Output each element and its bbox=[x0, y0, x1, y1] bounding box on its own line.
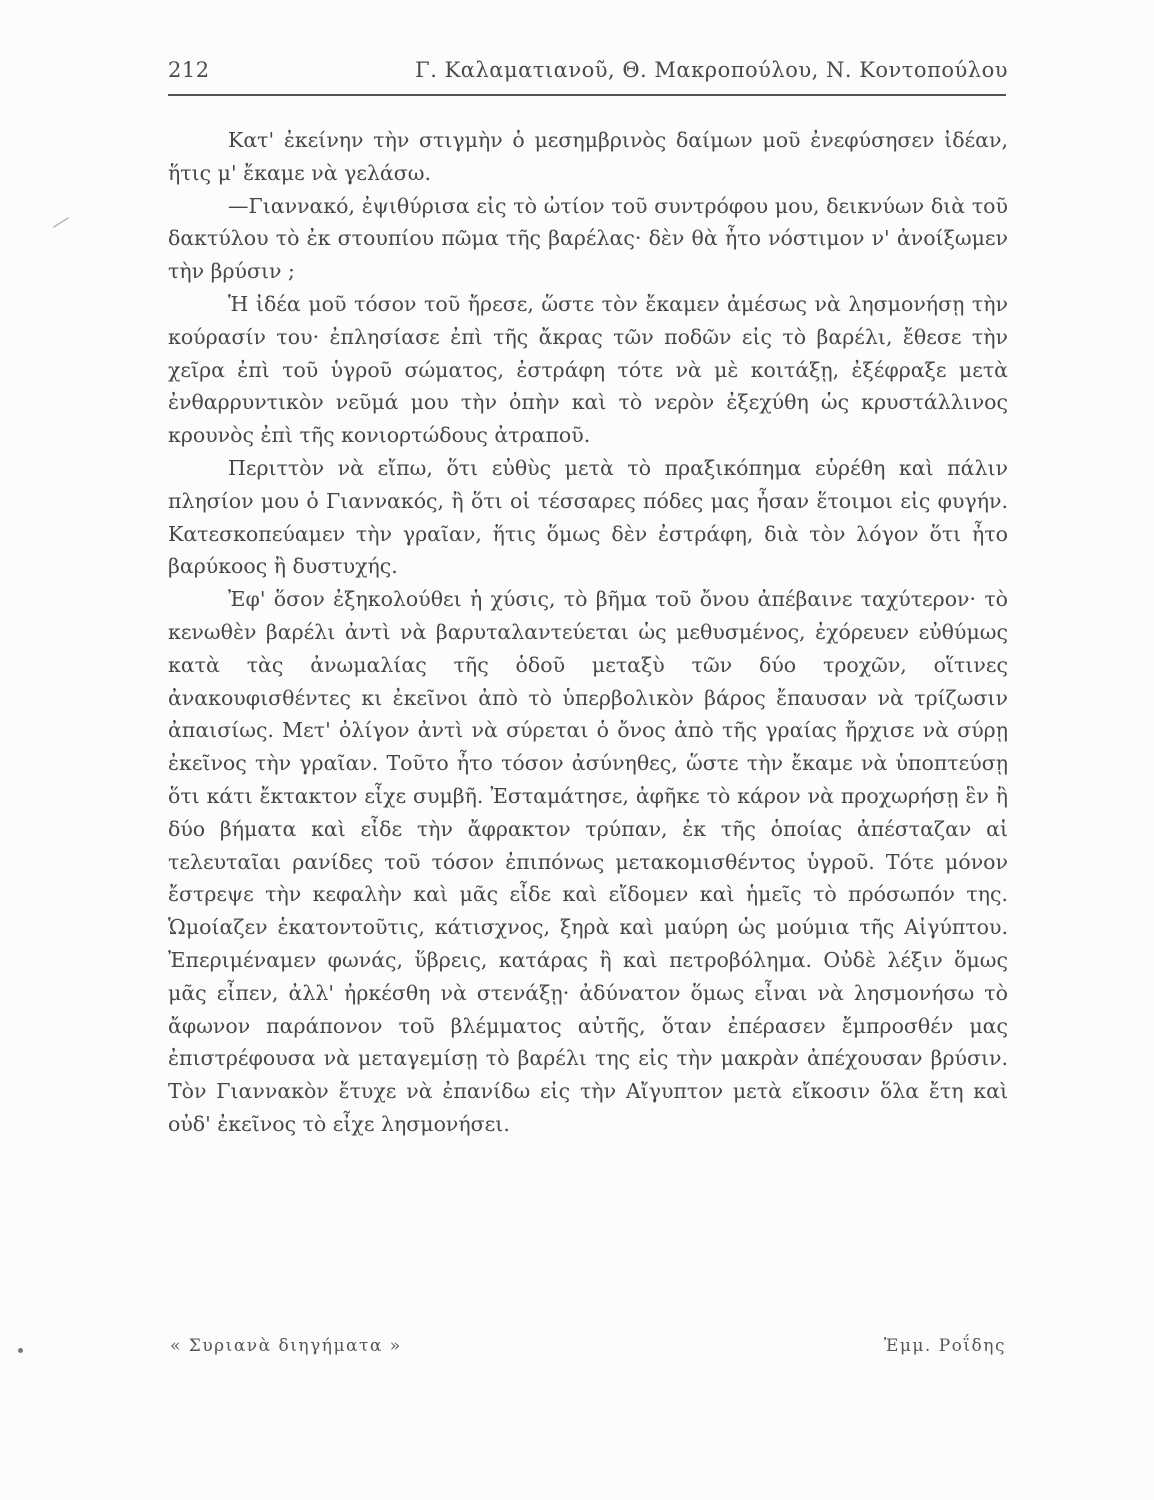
paragraph-4: Περιττὸν νὰ εἴπω, ὅτι εὐθὺς μετὰ τὸ πραξικόπημα εὑρέθη καὶ πάλιν πλησίον μου ὁ Γιαννακός, ἢ ὅτι οἱ τέσσαρες πόδες μας ἦσαν ἕτοιμοι εἰς φυγήν. Κατεσκοπεύαμεν τὴν γραῖαν, ἥτις ὅμως δὲν ἐστράφη, διὰ τὸν λόγον ὅτι ἦτο βαρύκοος ἢ δυστυχής. bbox=[168, 455, 1008, 579]
paragraph-3: Ἡ ἰδέα μοῦ τόσον τοῦ ἤρεσε, ὥστε τὸν ἔκαμεν ἀμέσως νὰ λησμονήσῃ τὴν κούρασίν του· ἐπλησίασε ἐπὶ τῆς ἄκρας τῶν ποδῶν εἰς τὸ βαρέλι, ἔθεσε τὴν χεῖρα ἐπὶ τοῦ ὑγροῦ σώματος, ἐστράφη τότε νὰ μὲ κοιτάξῃ, ἐξέφραξε μετὰ ἐνθαρρυντικὸν νεῦμά μου τὴν ὀπὴν καὶ τὸ νερὸν ἐξεχύθη ὡς κρυστάλλινος κρουνὸς ἐπὶ τῆς κονιορτώδους ἀτραποῦ. bbox=[168, 291, 1008, 448]
paragraph-1: Κατ' ἐκείνην τὴν στιγμὴν ὁ μεσημβρινὸς δαίμων μοῦ ἐνεφύσησεν ἰδέαν, ἥτις μ' ἔκαμε νὰ γελάσω. bbox=[168, 128, 1008, 185]
page-footer bbox=[170, 1336, 1006, 1356]
source-title: « Συριανὰ διηγήματα » bbox=[170, 1336, 402, 1356]
paragraph-5: Ἐφ' ὅσον ἐξηκολούθει ἡ χύσις, τὸ βῆμα τοῦ ὄνου ἀπέβαινε ταχύτερον· τὸ κενωθὲν βαρέλι ἀντὶ νὰ βαρυταλαντεύεται ὡς μεθυσμένος, ἐχόρευεν εὐθύμως κατὰ τὰς ἀνωμαλίας τῆς ὁδοῦ μεταξὺ τῶν δύο τροχῶν, οἵτινες ἀνακουφισθέντες κι ἐκεῖνοι ἀπὸ τὸ ὑπερβολικὸν βάρος ἔπαυσαν νὰ τρίζωσιν ἀπαισίως. Μετ' ὀλίγον ἀντὶ νὰ σύρεται ὁ ὄνος ἀπὸ τῆς γραίας ἤρχισε νὰ σύρῃ ἐκεῖνος τὴν γραῖαν. Τοῦτο ἦτο τόσον ἀσύνηθες, ὥστε τὴν ἔκαμε νὰ ὑποπτεύσῃ ὅτι κάτι ἔκτακτον εἶχε συμβῆ. Ἐσταμάτησε, ἀφῆκε τὸ κάρον νὰ προχωρήσῃ ἓν ἢ δύο βήματα καὶ εἶδε τὴν ἄφρακτον τρύπαν, ἐκ τῆς ὁποίας ἀπέσταζαν αἱ τελευταῖαι ρανίδες τοῦ τόσον ἐπιπόνως μετακομισθέντος ὑγροῦ. Τότε μόνον ἔστρεψε τὴν κεφαλὴν καὶ μᾶς εἶδε καὶ εἴδομεν καὶ ἡμεῖς τὸ πρόσωπόν της. Ὡμοίαζεν ἑκατοντοῦτις, κάτισχνος, ξηρὰ καὶ μαύρη ὡς μούμια τῆς Αἰγύπτου. Ἐπεριμέναμεν φωνάς, ὕβρεις, κατάρας ἢ καὶ πετροβόλημα. Οὐδὲ λέξιν ὅμως μᾶς εἶπεν, ἀλλ' ἠρκέσθη νὰ στενάξῃ· ἀδύνατον ὅμως εἶναι νὰ λησμονήσω τὸ ἄφωνον παράπονον τοῦ βλέμματος αὐτῆς, ὅταν ἐπέρασεν ἔμπροσθέν μας ἐπιστρέφουσα νὰ μεταγεμίσῃ τὸ βαρέλι της εἰς τὴν μακρὰν ἀπέχουσαν βρύσιν. Τὸν Γιαννακὸν ἔτυχε νὰ ἐπανίδω εἰς τὴν Αἴγυπτον μετὰ εἴκοσιν ὅλα ἔτη καὶ οὐδ' ἐκεῖνος τὸ εἶχε λησμονήσει. bbox=[168, 587, 1008, 1136]
page-header bbox=[168, 58, 1008, 88]
margin-dot-mark bbox=[18, 1348, 23, 1353]
body-text bbox=[168, 124, 1008, 1141]
author-name: Ἐμμ. Ροΐδης bbox=[883, 1336, 1006, 1356]
margin-pencil-mark bbox=[53, 217, 69, 227]
paragraph-2: —Γιαννακό, ἐψιθύρισα εἰς τὸ ὠτίον τοῦ συντρόφου μου, δεικνύων διὰ τοῦ δακτύλου τὸ ἐκ στουπίου πῶμα τῆς βαρέλας· δὲν θὰ ἦτο νόστιμον ν' ἀνοίξωμεν τὴν βρύσιν ; bbox=[168, 193, 1008, 284]
page-number: 212 bbox=[168, 58, 210, 82]
header-rule bbox=[168, 94, 1006, 96]
running-title: Γ. Καλαματιανοῦ, Θ. Μακροπούλου, Ν. Κοντοπούλου bbox=[415, 58, 1008, 82]
